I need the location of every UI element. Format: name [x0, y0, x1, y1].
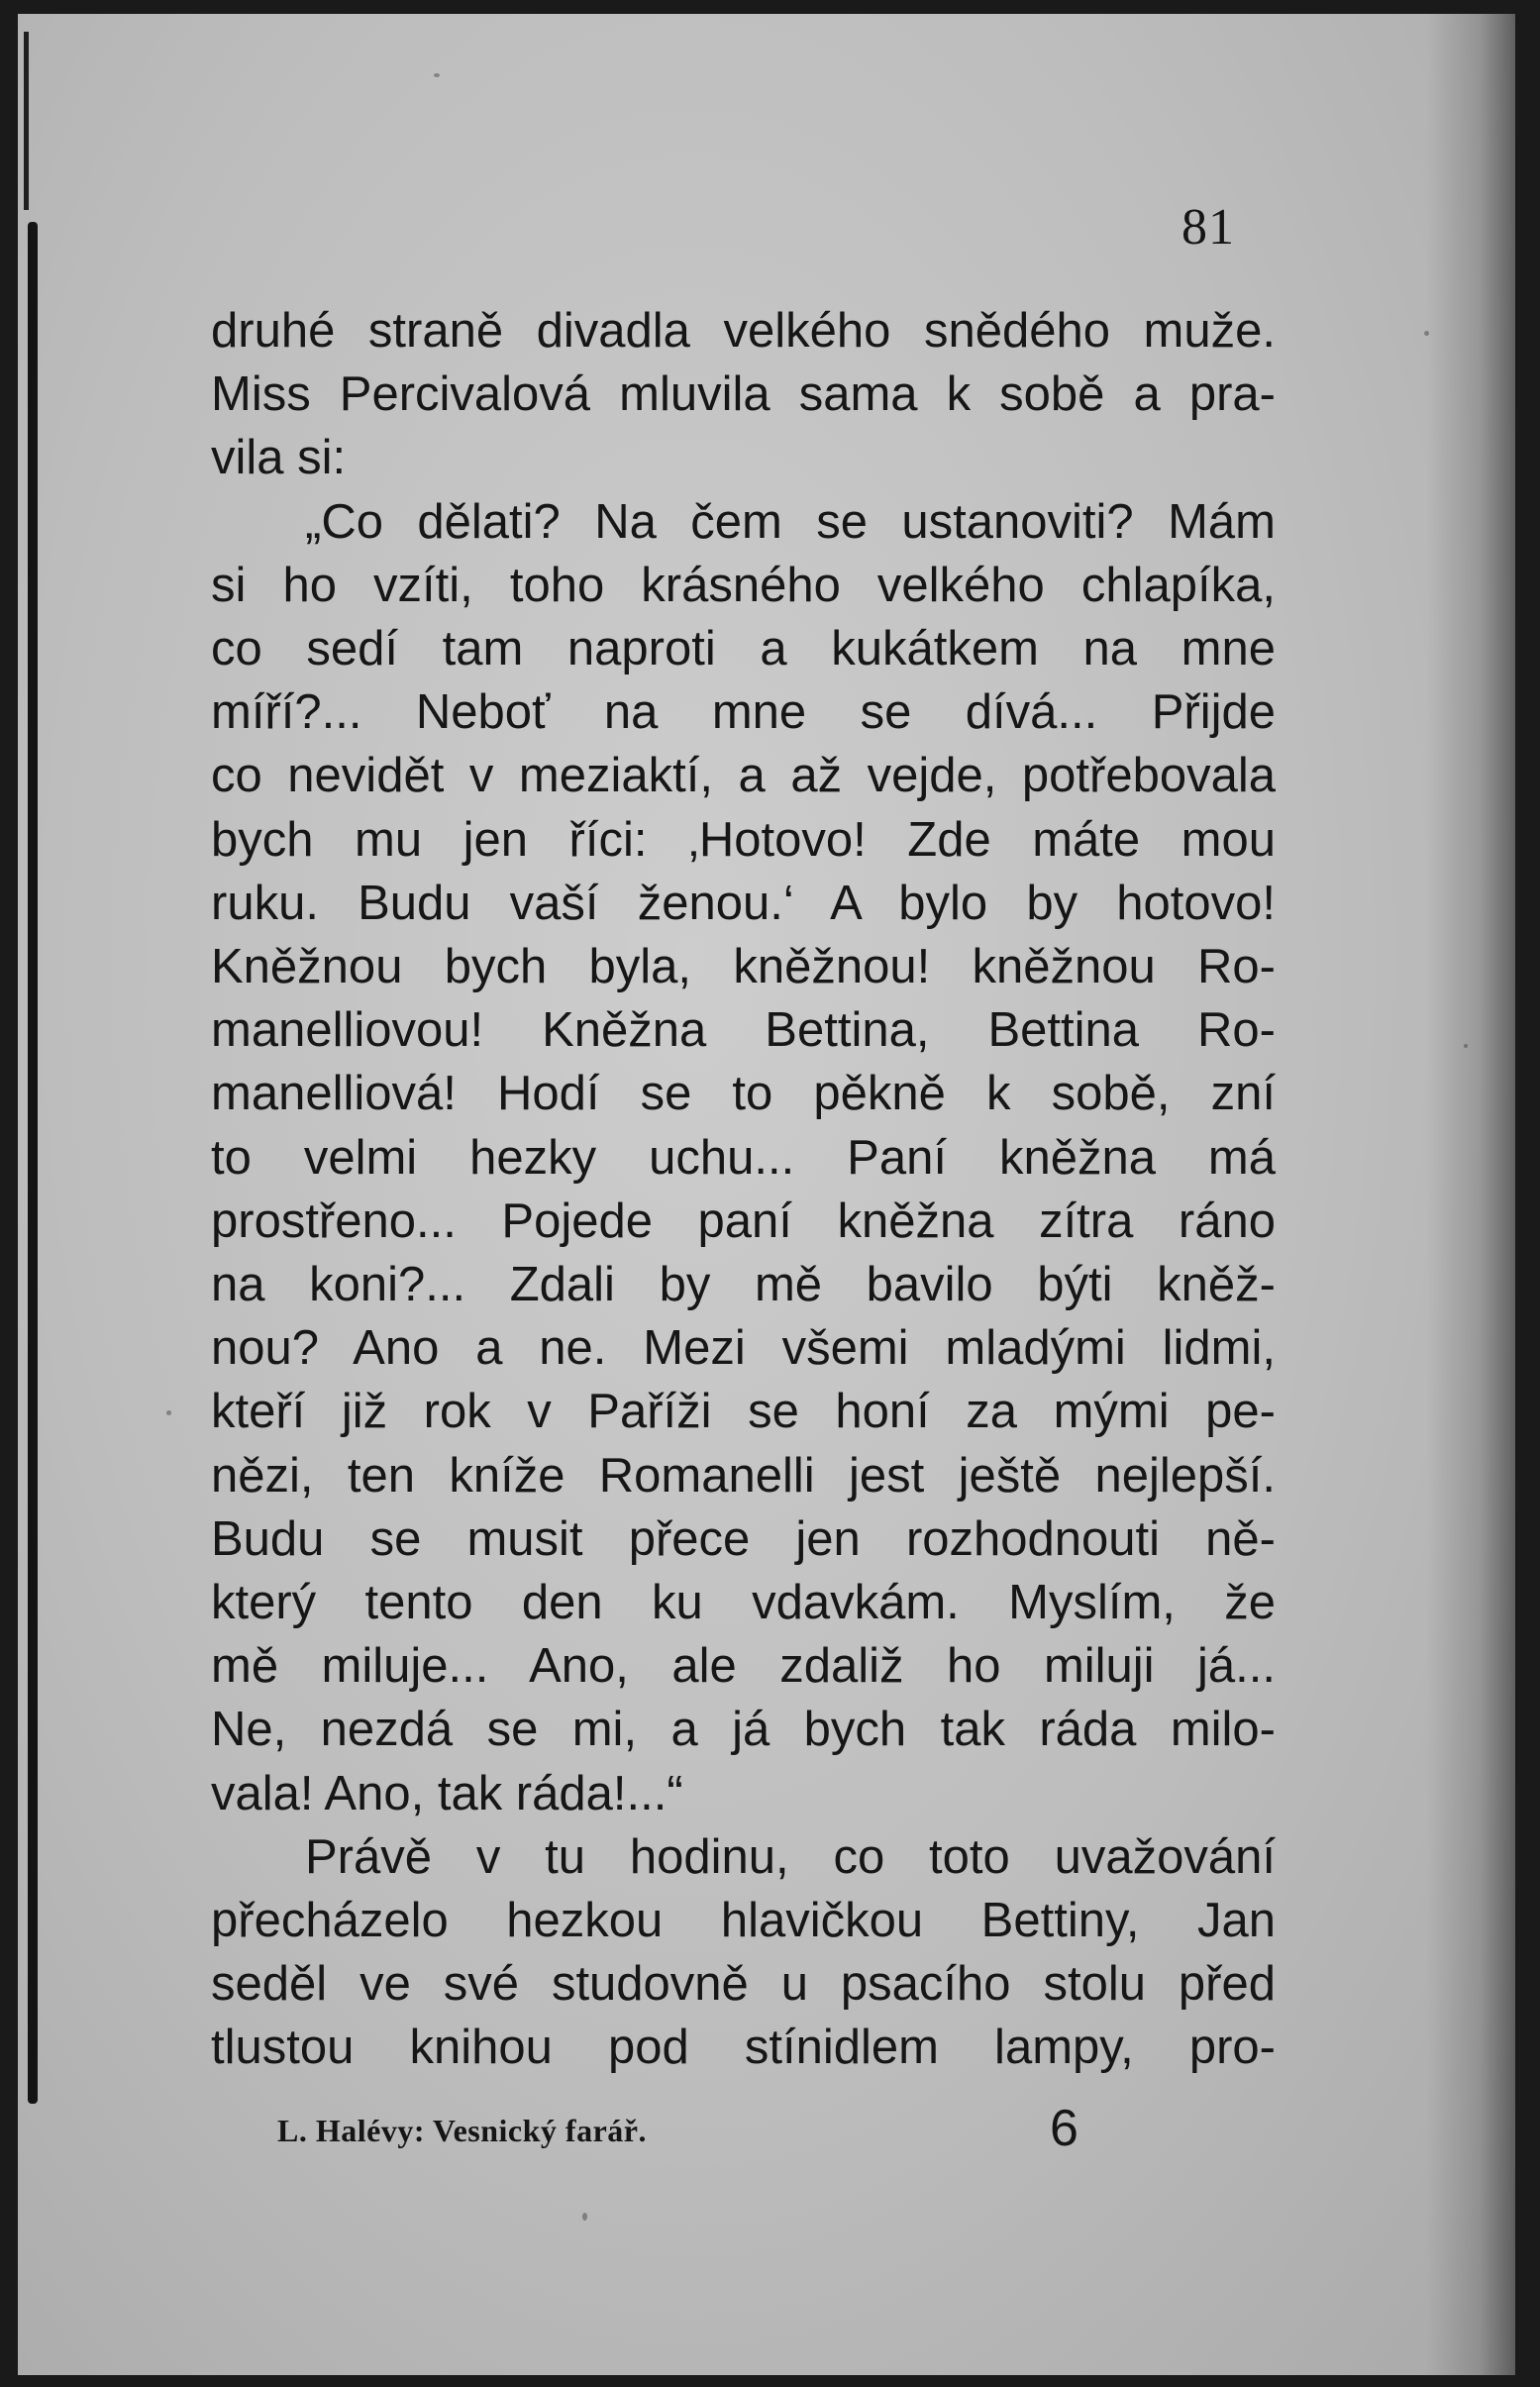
page-number: 81 [1181, 199, 1235, 256]
text-line: nězi, ten kníže Romanelli jest ještě nejlepší. [211, 1448, 1276, 1503]
text-line: míří?... Neboť na mne se dívá... Přijde [211, 685, 1276, 740]
footer-source: L. Halévy: Vesnický farář. [277, 2113, 647, 2148]
paper-speck [582, 2213, 587, 2221]
text-line: seděl ve své studovně u psacího stolu před [211, 1957, 1276, 2012]
text-line: vila si: [211, 431, 347, 485]
text-line: tlustou knihou pod stínidlem lampy, pro- [211, 2021, 1276, 2075]
text-line: Miss Percivalová mluvila sama k sobě a pra- [211, 367, 1276, 422]
text-line: manelliovou! Kněžna Bettina, Bettina Ro- [211, 1003, 1276, 1058]
text-line: Ne, nezdá se mi, a já bych tak ráda milo- [211, 1703, 1276, 1757]
text-line: si ho vzíti, toho krásného velkého chlapíka, [211, 558, 1276, 612]
paper-speck [434, 73, 440, 77]
text-line: ruku. Budu vaší ženou.‘ A bylo by hotovo! [211, 876, 1276, 930]
text-line: co sedí tam naproti a kukátkem na mne [211, 622, 1276, 676]
text-line: Kněžnou bych byla, kněžnou! kněžnou Ro- [211, 940, 1276, 994]
paper-speck [1464, 1044, 1468, 1048]
text-line: který tento den ku vdavkám. Myslím, že [211, 1576, 1276, 1630]
text-line: mě miluje... Ano, ale zdaliž ho miluji já... [211, 1639, 1276, 1694]
text-line: na koni?... Zdali by mě bavilo býti kněž- [211, 1258, 1276, 1312]
paper-speck [166, 1410, 171, 1415]
text-line: druhé straně divadla velkého snědého muže. [211, 304, 1276, 358]
text-line: přecházelo hezkou hlavičkou Bettiny, Jan [211, 1894, 1276, 1948]
text-line: Právě v tu hodinu, co toto uvažování [305, 1829, 1276, 1884]
body-text [211, 299, 1276, 2080]
text-line: vala! Ano, tak ráda!...“ [211, 1766, 683, 1820]
text-line: nou? Ano a ne. Mezi všemi mladými lidmi, [211, 1321, 1276, 1376]
text-line: kteří již rok v Paříži se honí za mými pe- [211, 1385, 1276, 1439]
text-line: co nevidět v meziaktí, a až vejde, potřebovala [211, 749, 1276, 803]
binding-shadow [28, 222, 38, 2104]
text-line: manelliová! Hodí se to pěkně k sobě, zní [211, 1067, 1276, 1121]
footer-signature: 6 [1050, 2100, 1078, 2157]
page-edge-shadow [1426, 14, 1515, 2375]
text-line: to velmi hezky uchu... Paní kněžna má [211, 1130, 1276, 1185]
text-line: Budu se musit přece jen rozhodnouti ně- [211, 1511, 1276, 1566]
text-line: „Co dělati? Na čem se ustanoviti? Mám [305, 494, 1276, 549]
paper-speck [1424, 331, 1429, 336]
paper-sheet [18, 14, 1515, 2375]
binding-shadow-top [24, 32, 29, 210]
text-line: bych mu jen říci: ‚Hotovo! Zde máte mou [211, 812, 1276, 867]
text-line: prostřeno... Pojede paní kněžna zítra ráno [211, 1194, 1276, 1248]
